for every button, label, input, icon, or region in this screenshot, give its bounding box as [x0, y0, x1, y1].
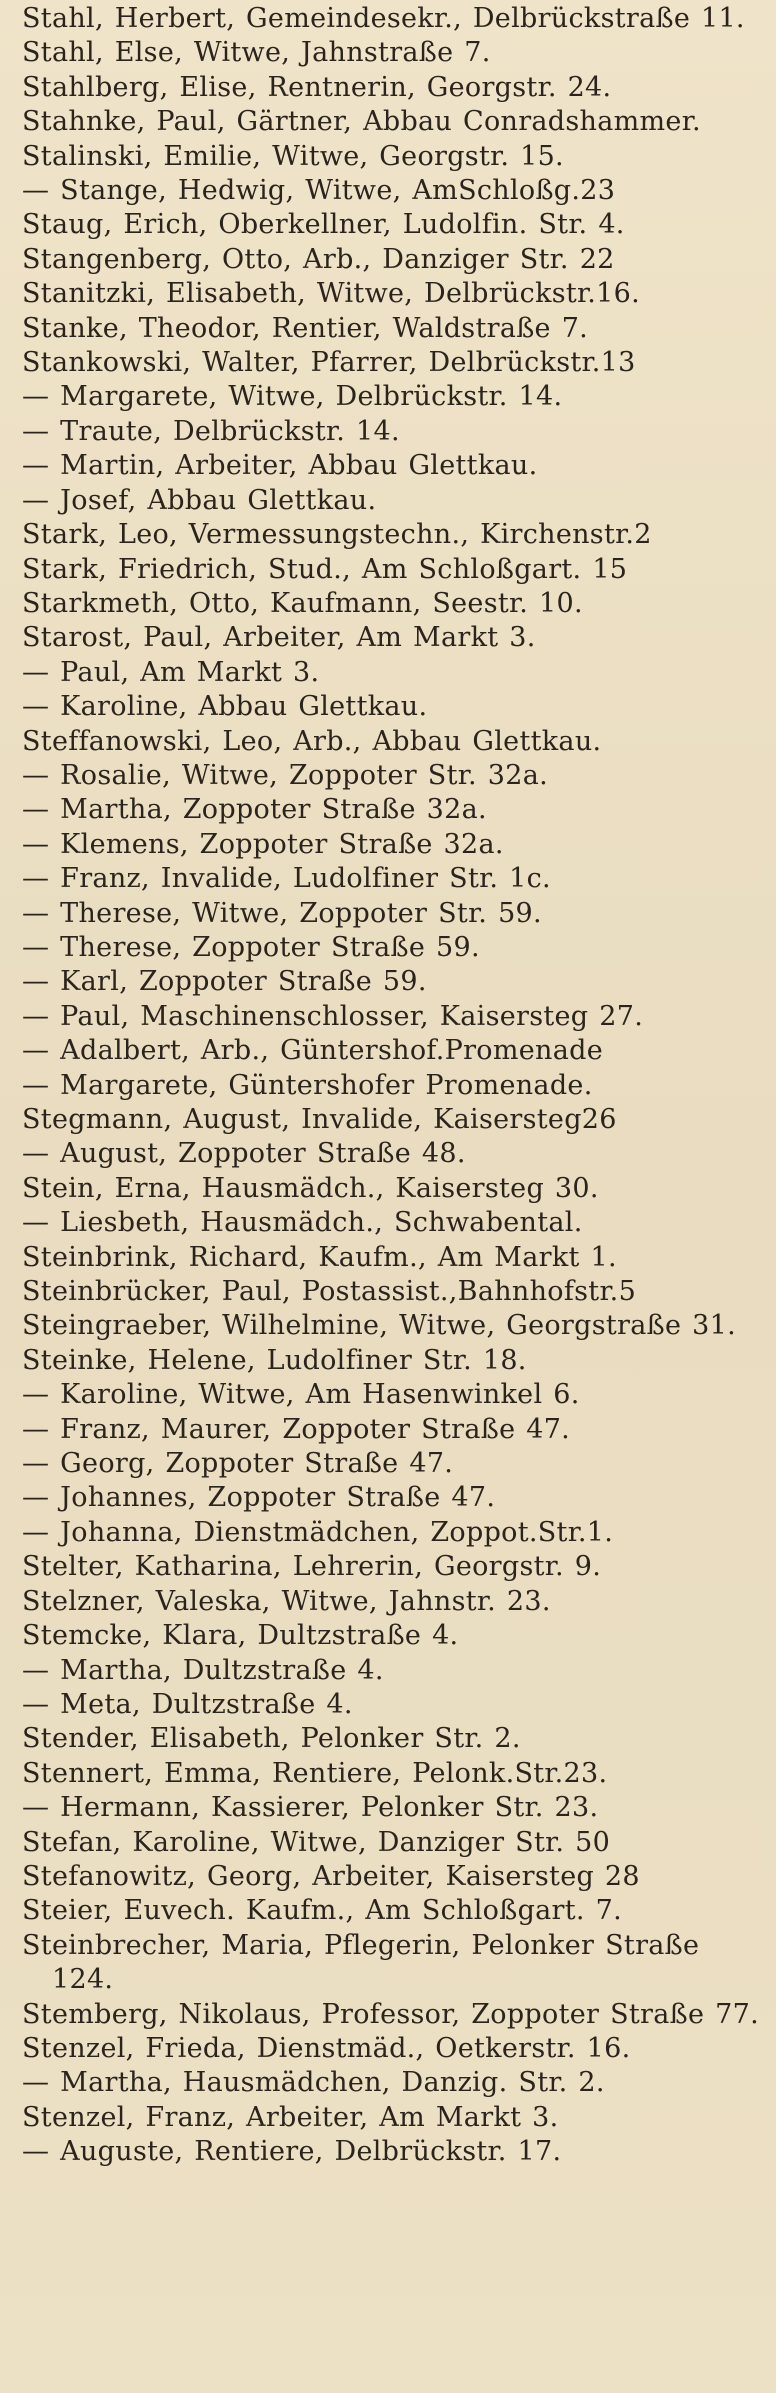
directory-entry: Stemcke, Klara, Dultzstraße 4. — [22, 1620, 459, 1652]
directory-entry: Stalinski, Emilie, Witwe, Georgstr. 15. — [22, 140, 564, 172]
directory-entry: Stefanowitz, Georg, Arbeiter, Kaisersteg 28 — [22, 1860, 640, 1892]
directory-entry: Stemberg, Nikolaus, Professor, Zoppoter Straße 77. — [22, 1998, 759, 2030]
directory-entry: Steinbrücker, Paul, Postassist.,Bahnhofstr.5 — [22, 1276, 637, 1308]
directory-entry: Stahlberg, Elise, Rentnerin, Georgstr. 24. — [22, 71, 612, 103]
directory-entry: Stelzner, Valeska, Witwe, Jahnstr. 23. — [22, 1585, 551, 1617]
directory-entry: — Therese, Witwe, Zoppoter Str. 59. — [22, 897, 542, 929]
directory-entry: — Paul, Am Markt 3. — [22, 656, 320, 688]
directory-entry: Stefan, Karoline, Witwe, Danziger Str. 50 — [22, 1826, 611, 1858]
directory-entry: — Johannes, Zoppoter Straße 47. — [22, 1482, 496, 1514]
directory-entry: — Rosalie, Witwe, Zoppoter Str. 32a. — [22, 759, 548, 791]
directory-entry: Stein, Erna, Hausmädch., Kaisersteg 30. — [22, 1172, 599, 1204]
directory-entry: — Margarete, Güntershofer Promenade. — [22, 1069, 593, 1101]
directory-entry: Steingraeber, Wilhelmine, Witwe, Georgstraße 31. — [22, 1310, 736, 1342]
directory-entry: — Margarete, Witwe, Delbrückstr. 14. — [22, 381, 563, 413]
directory-entry: — Karoline, Abbau Glettkau. — [22, 691, 428, 723]
directory-entry: — Martha, Dultzstraße 4. — [22, 1654, 384, 1686]
directory-entry: — Meta, Dultzstraße 4. — [22, 1688, 353, 1720]
directory-entry: Stennert, Emma, Rentiere, Pelonk.Str.23. — [22, 1757, 608, 1789]
directory-entry: — Karoline, Witwe, Am Hasenwinkel 6. — [22, 1379, 580, 1411]
directory-entries — [22, 2, 762, 2170]
directory-entry: Stanke, Theodor, Rentier, Waldstraße 7. — [22, 312, 589, 344]
directory-entry: Steffanowski, Leo, Arb., Abbau Glettkau. — [22, 725, 602, 757]
directory-entry: — Karl, Zoppoter Straße 59. — [22, 966, 427, 998]
directory-entry: — Liesbeth, Hausmädch., Schwabental. — [22, 1207, 583, 1239]
directory-entry: — Adalbert, Arb., Güntershof.Promenade — [22, 1035, 603, 1067]
directory-entry: Stenzel, Franz, Arbeiter, Am Markt 3. — [22, 2101, 559, 2133]
directory-entry: Stahl, Herbert, Gemeindesekr., Delbrückstraße 11. — [22, 3, 745, 34]
directory-entry: — Martha, Hausmädchen, Danzig. Str. 2. — [22, 2067, 605, 2099]
directory-entry: Starost, Paul, Arbeiter, Am Markt 3. — [22, 622, 536, 654]
directory-entry: Stegmann, August, Invalide, Kaisersteg26 — [22, 1104, 617, 1135]
directory-entry: — Traute, Delbrückstr. 14. — [22, 415, 400, 447]
directory-entry: Stankowski, Walter, Pfarrer, Delbrückstr.13 — [22, 347, 636, 379]
directory-entry: — Paul, Maschinenschlosser, Kaisersteg 27. — [22, 1000, 644, 1032]
directory-entry: Stender, Elisabeth, Pelonker Str. 2. — [22, 1723, 521, 1755]
directory-entry: — Josef, Abbau Glettkau. — [22, 484, 377, 516]
directory-entry: Starkmeth, Otto, Kaufmann, Seestr. 10. — [22, 587, 583, 619]
directory-entry: Steinbrecher, Maria, Pflegerin, Pelonker Straße 124. — [22, 1929, 700, 1996]
directory-entry: — Auguste, Rentiere, Delbrückstr. 17. — [22, 2136, 562, 2168]
directory-entry: Stangenberg, Otto, Arb., Danziger Str. 22 — [22, 243, 615, 275]
directory-entry: Staug, Erich, Oberkellner, Ludolfin. Str. 4. — [22, 209, 625, 241]
directory-entry: Stahnke, Paul, Gärtner, Abbau Conradshammer. — [22, 106, 701, 138]
directory-entry: Stenzel, Frieda, Dienstmäd., Oetkerstr. 16. — [22, 2032, 631, 2064]
directory-entry: — Franz, Maurer, Zoppoter Straße 47. — [22, 1413, 571, 1445]
directory-entry: Stahl, Else, Witwe, Jahnstraße 7. — [22, 37, 491, 69]
directory-entry: Stark, Friedrich, Stud., Am Schloßgart. 15 — [22, 553, 628, 585]
directory-entry: — Stange, Hedwig, Witwe, AmSchloßg.23 — [22, 175, 616, 207]
directory-entry: — Georg, Zoppoter Straße 47. — [22, 1448, 454, 1480]
directory-entry: Steier, Euvech. Kaufm., Am Schloßgart. 7. — [22, 1895, 623, 1927]
directory-entry: Stelter, Katharina, Lehrerin, Georgstr. 9. — [22, 1551, 602, 1583]
directory-entry: — August, Zoppoter Straße 48. — [22, 1138, 466, 1170]
directory-entry: — Hermann, Kassierer, Pelonker Str. 23. — [22, 1792, 599, 1824]
directory-entry: Stark, Leo, Vermessungstechn., Kirchenstr.2 — [22, 519, 652, 551]
directory-entry: — Klemens, Zoppoter Straße 32a. — [22, 828, 504, 860]
directory-entry: Steinke, Helene, Ludolfiner Str. 18. — [22, 1344, 527, 1376]
directory-entry: — Franz, Invalide, Ludolfiner Str. 1c. — [22, 863, 551, 895]
directory-entry: — Therese, Zoppoter Straße 59. — [22, 931, 480, 963]
directory-entry: Stanitzki, Elisabeth, Witwe, Delbrückstr.16. — [22, 278, 641, 310]
directory-entry: — Martha, Zoppoter Straße 32a. — [22, 794, 487, 826]
directory-entry: Steinbrink, Richard, Kaufm., Am Markt 1. — [22, 1241, 617, 1273]
directory-entry: — Johanna, Dienstmädchen, Zoppot.Str.1. — [22, 1516, 614, 1548]
directory-entry: — Martin, Arbeiter, Abbau Glettkau. — [22, 450, 538, 482]
